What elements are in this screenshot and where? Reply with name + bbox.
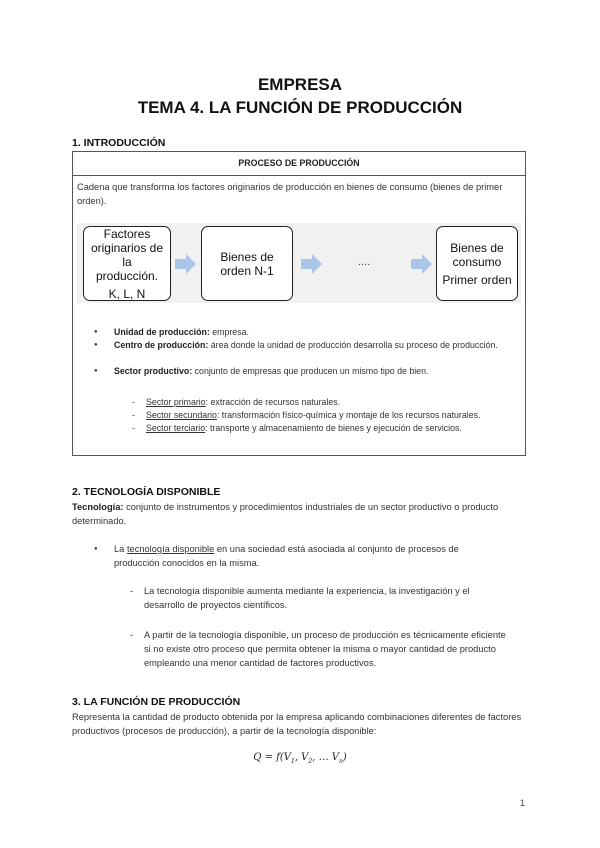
list-item [90,542,500,570]
definition: empresa. [209,327,249,337]
list-item [90,339,510,352]
term: Unidad de producción: [114,327,210,337]
technology-dash-list [126,584,506,670]
sector-link[interactable]: Sector secundario [146,410,217,420]
node-factores-line: producción. [95,268,159,283]
section-2-heading: 2. TECNOLOGÍA DISPONIBLE [72,486,221,498]
page-number: 1 [520,798,526,808]
list-item [128,396,513,409]
section-3-heading: 3. LA FUNCIÓN DE PRODUCCIÓN [72,696,241,708]
production-process-box [72,151,526,456]
chain-ellipsis: .... [358,256,371,268]
definition: : transporte y almacenamiento de bienes y ejecución de servicios. [205,423,462,433]
formula-var: V [283,752,291,763]
definition: conjunto de instrumentos y procedimientos industriales de un sector productivo o producto determinado. [72,502,499,526]
box-text: Cadena que transforma los factores originarios de producción en bienes de consumo (bienes de primer orden). [77,182,503,206]
text: en una sociedad está asociada al conjunto de procesos de producción conocidos en la misma. [114,544,459,568]
list-item [90,326,510,339]
formula-sub: 2 [308,758,313,765]
production-function-formula: $Q = f(V_1$, $V_2$, … $V_n$) [253,752,347,765]
arrow-right-icon [175,254,197,274]
definition: conjunto de empresas que producen un mismo tipo de bien. [192,366,429,376]
box-title: PROCESO DE PRODUCCIÓN [73,152,525,176]
tecnologia-disponible-link[interactable]: tecnología disponible [126,544,215,554]
node-factores-line: la [122,254,132,269]
document-subtitle: TEMA 4. LA FUNCIÓN DE PRODUCCIÓN [137,98,463,117]
sector-link[interactable]: Sector primario [146,397,206,407]
node-bienes-consumo-line: Bienes de [450,240,504,255]
list-item [90,365,510,378]
node-bienes-orden-line: orden N-1 [220,263,274,278]
list-item [128,422,513,435]
node-factores-line: Factores [103,226,151,241]
production-chain-diagram [77,223,521,303]
formula-sub: n [339,758,343,765]
list-item [126,628,506,670]
node-bienes-orden [201,226,293,301]
document-title: EMPRESA [257,75,343,94]
arrow-right-icon [411,254,433,274]
technology-definition [72,500,532,528]
arrow-right-icon [301,254,323,274]
definition: área donde la unidad de producción desarrolla su proceso de producción. [208,340,498,350]
definition: : extracción de recursos naturales. [205,397,341,407]
list-item [126,584,506,612]
production-function-text: Representa la cantidad de producto obtenida por la empresa aplicando combinaciones diferentes de factores productivos (procesos de producción), a partir de la tecnología disponible: [72,712,522,736]
formula-var: V [331,752,340,763]
list-item [128,409,513,422]
node-factores [83,226,171,301]
section-1-heading: 1. INTRODUCCIÓN [72,137,166,149]
formula-sub: 1 [290,758,295,765]
node-bienes-consumo-line: Primer orden [442,272,512,287]
formula-lhs: Q = f [253,752,280,763]
term: Tecnología: [72,502,124,512]
technology-list [90,542,500,570]
node-factores-line: originarios de [90,240,164,255]
definition: : transformación físico-química y montaje de los recursos naturales. [216,410,481,420]
term: Centro de producción: [114,340,209,350]
node-bienes-consumo-line: consumo [452,254,502,269]
formula-dots: … [318,752,329,763]
sectors-list [128,396,513,435]
node-bienes-consumo [436,226,518,301]
formula-var: V [301,752,309,763]
text: A partir de la tecnología disponible, un proceso de producción es técnicamente eficiente si no existe otro proceso que permita obtener la misma o mayor cantidad de producto empleando una menor cantidad de factores productivos. [144,630,506,668]
text: La [114,544,127,554]
term: Sector productivo: [114,366,193,376]
node-factores-line: K, L, N [108,286,146,301]
text: La tecnología disponible aumenta mediante la experiencia, la investigación y el desarrollo de proyectos científicos. [144,586,470,610]
definitions-list [90,326,510,378]
sector-link[interactable]: Sector terciario [146,423,206,433]
node-bienes-orden-line: Bienes de [220,249,274,264]
